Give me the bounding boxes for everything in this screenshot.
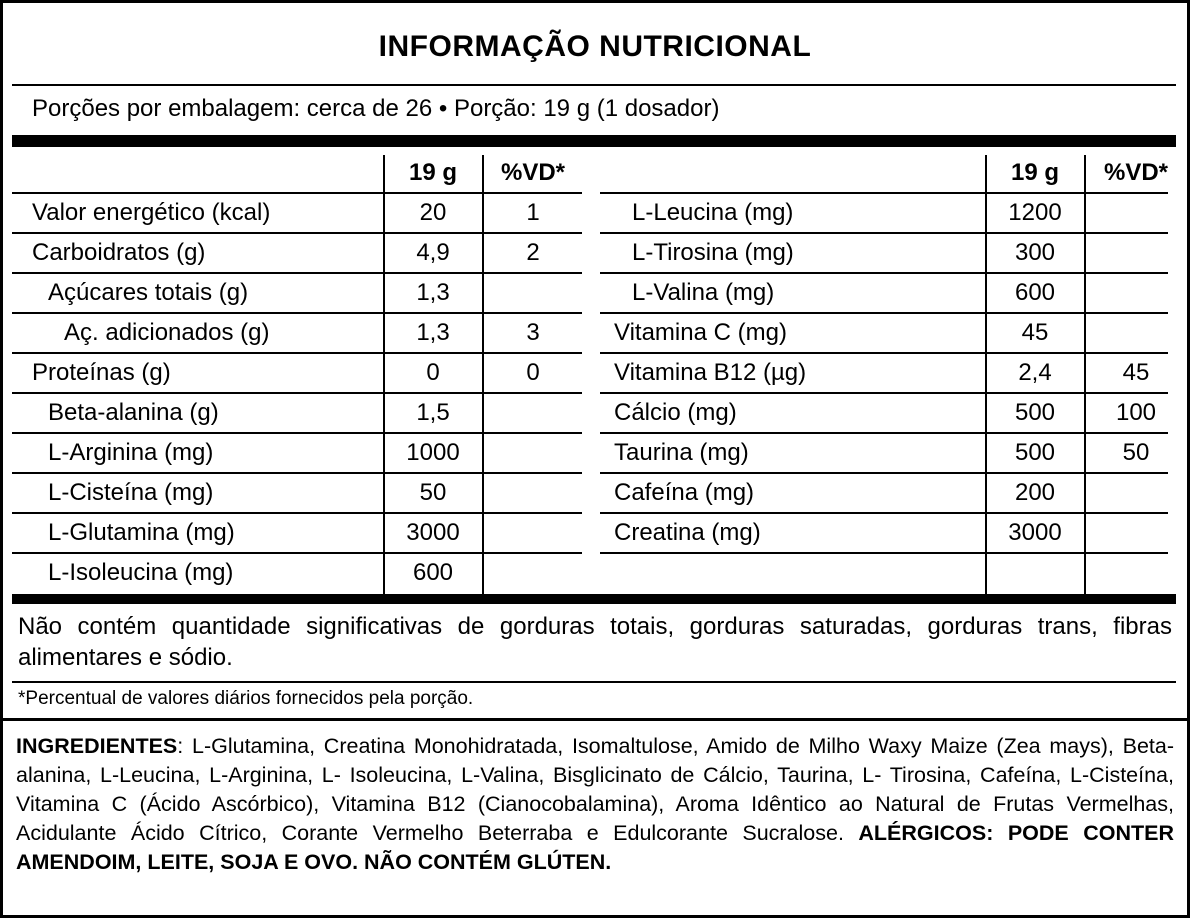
nutrient-amount: 500 (1014, 399, 1056, 426)
row-divider (600, 232, 1168, 234)
left-portion-header: 19 g (408, 159, 458, 186)
nutrient-label: Cafeína (mg) (614, 479, 755, 506)
nutrient-label: Vitamina C (mg) (614, 319, 787, 346)
nutrient-amount: 50 (419, 479, 447, 506)
allergen-warning: ALÉRGICOS: PODE CONTER AMENDOIM, LEITE, SOJA E OVO. NÃO CONTÉM GLÚTEN. (16, 821, 1174, 874)
nutrient-amount: 300 (1014, 239, 1056, 266)
column-divider (1084, 155, 1086, 594)
ingredients-heading: INGREDIENTES (16, 734, 178, 758)
row-divider (12, 232, 582, 234)
ingredients-divider (0, 718, 1190, 721)
row-divider (12, 512, 582, 514)
nutrient-amount: 1200 (1008, 199, 1062, 226)
nutrient-amount: 200 (1014, 479, 1056, 506)
nutrient-vd (1086, 473, 1186, 513)
nutrient-label: L-Valina (mg) (632, 279, 775, 306)
nutrient-label: Taurina (mg) (614, 439, 749, 466)
nutrient-label: Proteínas (g) (32, 359, 171, 386)
nutrient-vd (1086, 193, 1186, 233)
nutrient-vd (484, 513, 582, 553)
nutrient-vd (1086, 233, 1186, 273)
row-divider (12, 272, 582, 274)
nutrient-label: Vitamina B12 (µg) (614, 359, 807, 386)
row-divider (12, 352, 582, 354)
row-divider (600, 512, 1168, 514)
nutrient-amount: 600 (412, 559, 454, 586)
row-divider (600, 352, 1168, 354)
nutrient-label: Valor energético (kcal) (32, 199, 271, 226)
row-divider (12, 312, 582, 314)
nutrient-amount: 500 (1014, 439, 1056, 466)
nutrient-label: L-Glutamina (mg) (48, 519, 235, 546)
nutrient-amount: 1,5 (416, 399, 450, 426)
nutrient-vd (1086, 313, 1186, 353)
row-divider (12, 192, 582, 194)
nutrient-amount: 4,9 (416, 239, 450, 266)
nutrient-vd (484, 273, 582, 313)
row-divider (12, 472, 582, 474)
nutrient-vd: 2 (526, 239, 540, 266)
nutrient-label: Creatina (mg) (614, 519, 761, 546)
row-divider (600, 192, 1168, 194)
row-divider (12, 392, 582, 394)
label-title: INFORMAÇÃO NUTRICIONAL (378, 30, 812, 63)
row-divider (600, 472, 1168, 474)
nutrient-label: L-Cisteína (mg) (48, 479, 214, 506)
nutrient-amount: 3000 (406, 519, 460, 546)
ingredients-list: : L-Glutamina, Creatina Monohidratada, Isomaltulose, Amido de Milho Waxy Maize (Zea mays), Beta-alanina, L-Leucina, L-Arginina, L- Isoleucina, L-Valina, Bisglicinato de Cálcio, Taurina, L- Tirosina, Cafeína, L-Cisteína, Vitamina C (Ácido Ascórbico), Vitamina B12 (Cianocobalamina), Aroma Idêntico ao Natural de Frutas Vermelhas, Acidulante Ácido Cítrico, Corante Vermelho Beterraba e Edulcorante Sucralose. (16, 734, 1174, 845)
row-divider (600, 272, 1168, 274)
row-divider (600, 312, 1168, 314)
thick-divider-top (12, 135, 1176, 147)
nutrient-label: L-Tirosina (mg) (632, 239, 794, 266)
nutrient-amount: 20 (419, 199, 447, 226)
title-divider (12, 84, 1176, 86)
row-divider (600, 392, 1168, 394)
nutrient-label: Cálcio (mg) (614, 399, 737, 426)
right-vd-header: %VD* (1103, 159, 1169, 186)
row-divider (12, 432, 582, 434)
column-divider (985, 155, 987, 594)
row-divider (600, 432, 1168, 434)
column-divider (383, 155, 385, 594)
nutrient-label: L-Leucina (mg) (632, 199, 794, 226)
right-portion-header: 19 g (1010, 159, 1060, 186)
thick-divider-bottom (12, 594, 1176, 604)
nutrient-vd (1086, 273, 1186, 313)
nutrient-vd: 0 (526, 359, 540, 386)
nutrient-label: L-Isoleucina (mg) (48, 559, 234, 586)
insignificant-note: Não contém quantidade significativas de gorduras totais, gorduras saturadas, gorduras trans, fibras alimentares e sódio. (18, 613, 1172, 671)
nutrient-label: L-Arginina (mg) (48, 439, 214, 466)
row-divider (12, 552, 582, 554)
nutrient-amount: 3000 (1008, 519, 1062, 546)
nutrient-label: Açúcares totais (g) (48, 279, 249, 306)
nutrient-vd (484, 433, 582, 473)
row-divider (600, 552, 1168, 554)
vd-footnote: *Percentual de valores diários fornecidos pela porção. (18, 688, 474, 709)
left-vd-header: %VD* (500, 159, 566, 186)
ingredients-block (16, 732, 1174, 877)
nutrient-amount: 2,4 (1018, 359, 1052, 386)
nutrient-vd: 3 (526, 319, 540, 346)
nutrient-label: Aç. adicionados (g) (64, 319, 270, 346)
nutrient-amount: 1,3 (416, 279, 450, 306)
nutrient-vd: 100 (1115, 399, 1157, 426)
nutrient-amount: 1000 (406, 439, 460, 466)
nutrient-amount: 0 (426, 359, 440, 386)
nutrient-amount: 45 (1021, 319, 1049, 346)
note-divider (12, 681, 1176, 683)
nutrient-vd (484, 473, 582, 513)
nutrient-vd (1086, 513, 1186, 553)
nutrient-vd: 1 (526, 199, 540, 226)
nutrient-amount: 1,3 (416, 319, 450, 346)
nutrient-vd: 45 (1122, 359, 1150, 386)
nutrient-label: Beta-alanina (g) (48, 399, 219, 426)
nutrient-vd (484, 393, 582, 433)
nutrient-label: Carboidratos (g) (32, 239, 206, 266)
serving-info: Porções por embalagem: cerca de 26 • Porção: 19 g (1 dosador) (32, 95, 720, 122)
nutrient-vd (484, 553, 582, 593)
nutrient-vd: 50 (1122, 439, 1150, 466)
column-divider (482, 155, 484, 594)
nutrient-amount: 600 (1014, 279, 1056, 306)
